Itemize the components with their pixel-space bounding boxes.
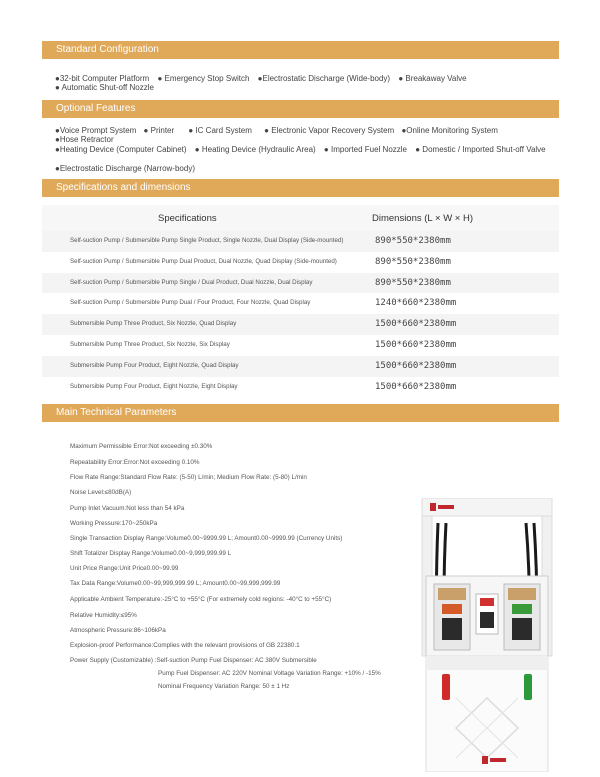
spec-dimension: 1240*660*2380mm (375, 298, 457, 309)
param-item: Shift Totalizer Display Range:Volume0.00~9,999,999.99 L (70, 550, 232, 557)
spec-name: Self-suction Pump / Submersible Pump Single Product, Single Nozzle, Dual Display (Side-mounted) (70, 237, 344, 244)
param-item: Relative Humidity:≤95% (70, 612, 137, 619)
table-row (42, 377, 559, 398)
spec-name: Self-suction Pump / Submersible Pump Dual / Four Product, Four Nozzle, Quad Display (70, 299, 311, 307)
spec-name: Submersible Pump Three Product, Six Nozzle, Six Display (70, 340, 230, 348)
specs-table-body (42, 231, 559, 397)
standard-item: ●32-bit Computer Platform (55, 74, 150, 83)
optional-item: ● Electronic Vapor Recovery System (264, 126, 395, 135)
param-item: Pump Fuel Dispenser: AC 220V Nominal Voltage Variation Range: +10% / -15% (158, 670, 381, 677)
table-row (42, 273, 559, 294)
spec-dimension: 1500*660*2380mm (375, 319, 457, 330)
optional-item: ●Electrostatic Discharge (Narrow-body) (55, 164, 195, 173)
section-header-standard: Standard Configuration (42, 41, 559, 59)
spec-dimension: 1500*660*2380mm (375, 360, 457, 371)
param-item: Applicable Ambient Temperature:-25°C to +55°C (For extremely cold regions: -40°C to +55°C) (70, 596, 332, 603)
param-item: Unit Price Range:Unit Price0.00~99.99 (70, 565, 179, 572)
param-item: Explosion-proof Performance:Complies with the relevant provisions of GB 22380.1 (70, 642, 300, 649)
param-item: Nominal Frequency Variation Range: 50 ± 1 Hz (158, 683, 290, 690)
optional-item: ● Heating Device (Hydraulic Area) (194, 145, 316, 154)
spec-dimension: 890*550*2380mm (375, 236, 451, 246)
param-item: Flow Rate Range:Standard Flow Rate: (5-50) L/min; Medium Flow Rate: (5-80) L/min (70, 474, 307, 481)
section-header-params: Main Technical Parameters (42, 404, 559, 422)
spec-dimension: 890*550*2380mm (375, 256, 451, 267)
standard-item: ●Electrostatic Discharge (Wide-body) (257, 74, 391, 83)
standard-item: ● Emergency Stop Switch (157, 74, 250, 83)
standard-config-list (55, 74, 565, 92)
spec-dimension: 1500*660*2380mm (375, 381, 457, 392)
spec-name: Submersible Pump Three Product, Six Nozzle, Quad Display (70, 320, 237, 328)
param-item: Working Pressure:170~250kPa (70, 520, 158, 527)
optional-features-row (55, 145, 565, 154)
param-item: Single Transaction Display Range:Volume0.00~9999.99 L; Amount0.00~9999.99 (Currency Units) (70, 535, 343, 542)
spec-dimension: 1500*660*2380mm (375, 339, 457, 350)
optional-item: ●Voice Prompt System (55, 126, 137, 135)
param-item: Maximum Permissible Error:Not exceeding ±0.30% (70, 443, 213, 450)
table-row (42, 293, 559, 314)
param-item: Tax Data Range:Volume0.00~99,999,999.99 L; Amount0.00~99,999,999.99 (70, 580, 281, 587)
spec-name: Self-suction Pump / Submersible Pump Single / Dual Product, Dual Nozzle, Dual Display (70, 278, 313, 286)
optional-features-row (55, 164, 565, 173)
table-row (42, 356, 559, 377)
spec-dimension: 890*550*2380mm (375, 277, 451, 288)
optional-features-row (55, 126, 565, 144)
spec-name: Submersible Pump Four Product, Eight Nozzle, Quad Display (70, 361, 239, 369)
optional-item: ● Domestic / Imported Shut-off Valve (415, 145, 546, 154)
optional-item: ●Heating Device (Computer Cabinet) (55, 145, 187, 154)
spec-name: Submersible Pump Four Product, Eight Nozzle, Eight Display (70, 382, 238, 390)
section-header-optional: Optional Features (42, 100, 559, 118)
param-item: Noise Level:≤80dB(A) (70, 489, 132, 496)
section-header-specs: Specifications and dimensions (42, 179, 559, 197)
optional-item: ● IC Card System (188, 126, 252, 135)
fuel-dispenser-image (416, 498, 558, 772)
optional-item: ●Hose Retractor (55, 135, 114, 144)
table-row (42, 252, 559, 273)
specs-table-header (42, 205, 559, 231)
optional-item: ● Printer (143, 126, 175, 135)
optional-item: ● Imported Fuel Nozzle (323, 145, 408, 154)
standard-item: ● Breakaway Valve (398, 74, 467, 83)
param-item: Atmospheric Pressure:86~106kPa (70, 627, 166, 634)
standard-item: ● Automatic Shut-off Nozzle (55, 83, 154, 92)
param-item: Power Supply (Customizable) :Self-suction Pump Fuel Dispenser: AC 380V Submersible (70, 657, 317, 664)
dimensions-column-header: Dimensions (L × W × H) (372, 213, 474, 224)
table-row (42, 335, 559, 356)
param-item: Pump Inlet Vacuum:Not less than 54 kPa (70, 505, 185, 512)
specs-column-header: Specifications (158, 213, 217, 224)
optional-item: ●Online Monitoring System (401, 126, 498, 135)
spec-name: Self-suction Pump / Submersible Pump Dual Product, Dual Nozzle, Quad Display (Side-mounted) (70, 257, 337, 265)
param-item: Repeatability Error:Error:Not exceeding 0.10% (70, 459, 200, 466)
table-row (42, 231, 559, 252)
table-row (42, 314, 559, 335)
specs-table (42, 205, 559, 397)
